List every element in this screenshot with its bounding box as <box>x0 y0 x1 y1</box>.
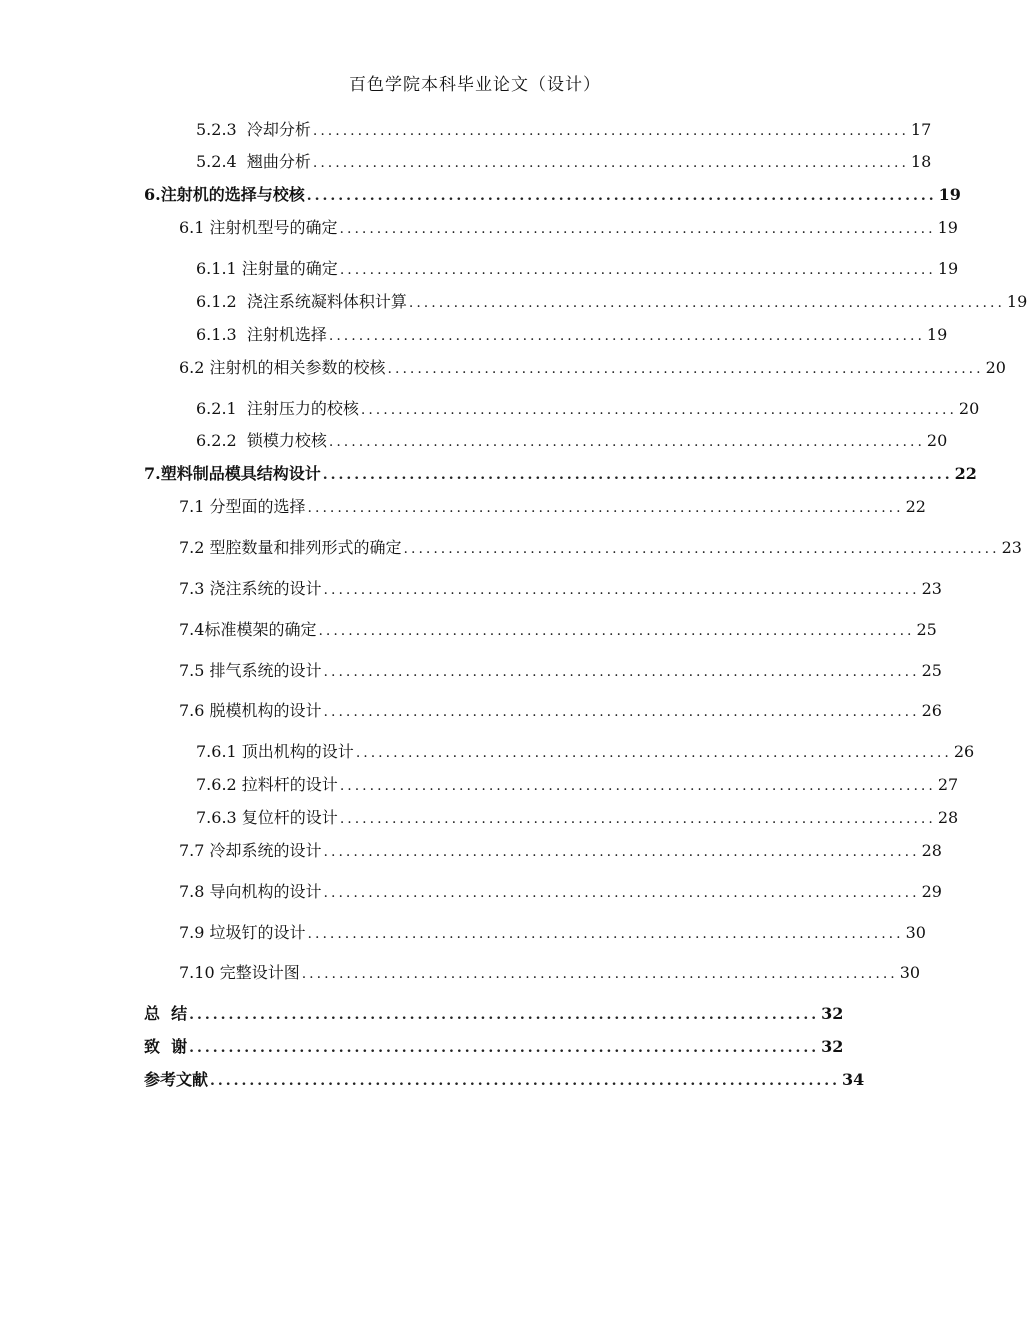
toc-entry-label: 致 谢 <box>144 1037 188 1056</box>
toc-leader: ................................................................................ <box>339 778 936 794</box>
toc-leader: ................................................................................ <box>189 1007 820 1023</box>
toc-entry[interactable] <box>179 217 958 239</box>
toc-page-number: 30 <box>905 923 926 942</box>
toc-entry[interactable] <box>196 291 1027 313</box>
toc-page-number: 19 <box>1006 292 1027 311</box>
toc-page-number: 26 <box>921 701 942 720</box>
toc-entry[interactable] <box>179 881 942 903</box>
toc-page-number: 22 <box>905 497 926 516</box>
toc-page-number: 20 <box>958 399 980 418</box>
toc-page-number: 25 <box>916 620 937 639</box>
toc-entry-label: 7.6.3 复位杆的设计 <box>196 808 338 827</box>
toc-entry-label: 6.2.1 注射压力的校核 <box>196 399 359 418</box>
toc-leader: ................................................................................ <box>322 467 953 483</box>
toc-entry[interactable] <box>196 119 932 141</box>
toc-page-number: 27 <box>937 775 959 794</box>
toc-page-number: 30 <box>899 963 921 982</box>
toc-entry[interactable] <box>179 660 942 682</box>
toc-leader: ................................................................................ <box>323 885 920 901</box>
toc-entry[interactable] <box>144 1069 865 1091</box>
toc-entry-label: 7.6 脱模机构的设计 <box>179 701 322 720</box>
toc-leader: ................................................................................ <box>387 361 984 377</box>
toc-entry-label: 6.2.2 锁模力校核 <box>196 431 327 450</box>
toc-entry[interactable] <box>196 807 959 829</box>
toc-page-number: 19 <box>926 325 948 344</box>
toc-entry-label: 5.2.4 翘曲分析 <box>196 152 311 171</box>
toc-entry[interactable] <box>196 324 948 346</box>
toc-leader: ................................................................................ <box>403 541 1000 557</box>
toc-entry-label: 总 结 <box>144 1004 188 1023</box>
toc-entry[interactable] <box>179 840 942 862</box>
toc-leader: ................................................................................ <box>306 188 937 204</box>
toc-page-number: 29 <box>921 882 942 901</box>
toc-entry[interactable] <box>144 1036 844 1058</box>
toc-entry-label: 7.9 垃圾钉的设计 <box>179 923 306 942</box>
toc-entry-label: 7.5 排气系统的设计 <box>179 661 322 680</box>
toc-entry[interactable] <box>144 184 961 206</box>
toc-entry-label: 6.2 注射机的相关参数的校核 <box>179 358 386 377</box>
toc-entry-label: 7.塑料制品模具结构设计 <box>144 464 321 483</box>
toc-leader: ................................................................................ <box>307 500 904 516</box>
toc-entry[interactable] <box>196 258 959 280</box>
toc-leader: ................................................................................ <box>339 262 936 278</box>
toc-page-number: 20 <box>985 358 1006 377</box>
toc-page-number: 19 <box>937 218 958 237</box>
toc-page-number: 23 <box>1001 538 1022 557</box>
toc-leader: ................................................................................ <box>328 434 925 450</box>
toc-entry-label: 参考文献 <box>144 1070 209 1089</box>
toc-leader: ................................................................................ <box>339 811 936 827</box>
toc-leader: ................................................................................ <box>301 966 898 982</box>
toc-entry-label: 7.10 完整设计图 <box>179 963 300 982</box>
toc-leader: ................................................................................ <box>312 155 909 171</box>
toc-entry[interactable] <box>179 700 942 722</box>
toc-entry-label: 7.1 分型面的选择 <box>179 497 306 516</box>
toc-entry[interactable] <box>179 496 926 518</box>
toc-page-number: 28 <box>921 841 942 860</box>
toc-entry[interactable] <box>144 463 977 485</box>
toc-leader: ................................................................................ <box>323 704 920 720</box>
toc-entry-label: 7.4标准模架的确定 <box>179 620 317 639</box>
toc-page-number: 22 <box>954 464 977 483</box>
toc-leader: ................................................................................ <box>307 926 904 942</box>
toc-page-number: 19 <box>937 259 959 278</box>
toc-entry-label: 6.注射机的选择与校核 <box>144 185 305 204</box>
toc-page-number: 19 <box>938 185 961 204</box>
toc-page-number: 23 <box>921 579 942 598</box>
toc-leader: ................................................................................ <box>408 295 1005 311</box>
toc-entry-label: 6.1.2 浇注系统凝料体积计算 <box>196 292 407 311</box>
toc-entry-label: 7.8 导向机构的设计 <box>179 882 322 901</box>
toc-leader: ................................................................................ <box>210 1073 840 1089</box>
toc-page-number: 20 <box>926 431 948 450</box>
toc-entry[interactable] <box>196 774 959 796</box>
toc-entry[interactable] <box>179 962 921 984</box>
toc-leader: ................................................................................ <box>328 328 925 344</box>
toc-entry[interactable] <box>196 430 948 452</box>
toc-leader: ................................................................................ <box>312 123 909 139</box>
toc-page-number: 32 <box>821 1037 844 1056</box>
toc-leader: ................................................................................ <box>355 745 952 761</box>
toc-entry-label: 7.2 型腔数量和排列形式的确定 <box>179 538 402 557</box>
toc-entry[interactable] <box>179 357 1006 379</box>
toc-entry[interactable] <box>179 619 937 641</box>
toc-leader: ................................................................................ <box>323 844 920 860</box>
toc-entry[interactable] <box>196 151 932 173</box>
toc-page-number: 25 <box>921 661 942 680</box>
running-header: 百色学院本科毕业论文（设计） <box>349 75 601 95</box>
toc-leader: ................................................................................ <box>323 582 920 598</box>
toc-entry[interactable] <box>179 537 1022 559</box>
toc-entry-label: 6.1.3 注射机选择 <box>196 325 327 344</box>
toc-entry-label: 7.6.2 拉料杆的设计 <box>196 775 338 794</box>
toc-entry[interactable] <box>196 741 975 763</box>
toc-page-number: 18 <box>910 152 932 171</box>
toc-page-number: 32 <box>821 1004 844 1023</box>
toc-leader: ................................................................................ <box>360 402 957 418</box>
toc-entry[interactable] <box>179 922 926 944</box>
toc-page-number: 28 <box>937 808 959 827</box>
toc-entry[interactable] <box>179 578 942 600</box>
toc-page-number: 34 <box>841 1070 865 1089</box>
toc-entry-label: 6.1.1 注射量的确定 <box>196 259 338 278</box>
toc-page-number: 26 <box>953 742 975 761</box>
toc-entry-label: 7.7 冷却系统的设计 <box>179 841 322 860</box>
toc-leader: ................................................................................ <box>339 221 936 237</box>
toc-leader: ................................................................................ <box>189 1040 820 1056</box>
toc-entry-label: 6.1 注射机型号的确定 <box>179 218 338 237</box>
toc-leader: ................................................................................ <box>318 623 915 639</box>
toc-entry-label: 7.6.1 顶出机构的设计 <box>196 742 354 761</box>
toc-entry[interactable] <box>196 398 980 420</box>
toc-entry[interactable] <box>144 1003 844 1025</box>
toc-entry-label: 7.3 浇注系统的设计 <box>179 579 322 598</box>
toc-leader: ................................................................................ <box>323 664 920 680</box>
toc-entry-label: 5.2.3 冷却分析 <box>196 120 311 139</box>
toc-page-number: 17 <box>910 120 932 139</box>
